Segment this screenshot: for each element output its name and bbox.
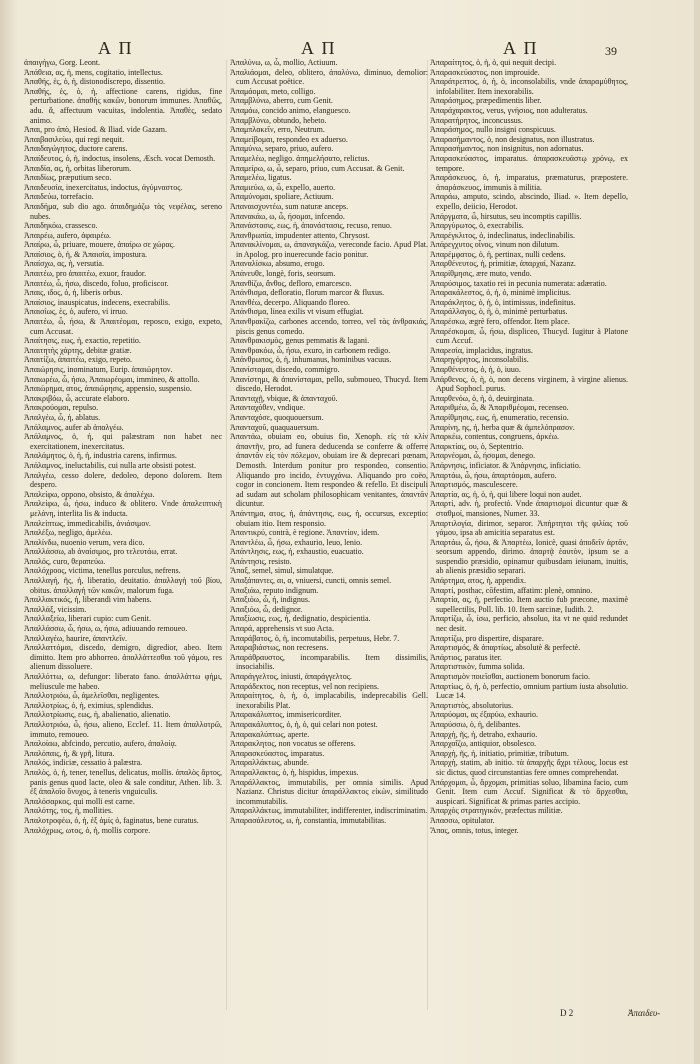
dictionary-entry: Ἀπαρχαΐζω, antiquior, obsolesco. — [430, 739, 537, 749]
dictionary-entry: Ἀπανακάω, ω, ὦ, ήσομαι, infcendo. — [230, 211, 345, 221]
dictionary-entry: Ἀπαμάομαι, meto, colligo. — [230, 86, 316, 96]
dictionary-entry: Ἀπαρκέω, contentus, congruens, ἀρκέω. — [430, 432, 560, 442]
dictionary-entry: Ἀπαρτάω, ὦ, ήσω, ἀπαρτάομαι, aufero. — [430, 470, 557, 480]
dictionary-entry: Ἁπαξάπαντες, αι, α, vniuersi, cuncti, omnis semel. — [230, 576, 392, 586]
dictionary-entry: Ἀπαρασκεύαστος, imparatus. — [230, 748, 325, 758]
dictionary-entry: Ἀπαρασάλευτος, ω, ἡ, constantia, immutabilitas. — [230, 815, 387, 825]
dictionary-entry: Ἀπάρθενος, ὁ, ἡ, ὁ, non decens virginem, à virgine alienus. Apud Sophocl. purus. — [430, 374, 628, 394]
dictionary-entry: Ἀπαλάμητος, ὁ, ἡ, ἡ, industria carens, infirmus. — [24, 451, 177, 461]
dictionary-entry: Ἅπας, omnis, totus, integer. — [430, 825, 519, 835]
dictionary-entry: Ἀπαίτησις, εως, ἡ, exactio, repetitio. — [24, 336, 141, 346]
dictionary-entry: Ἀπαρτία, ας, ἡ, ὁ, ἡ, qui libere loqui non audet. — [430, 489, 582, 499]
dictionary-entry: Ἀπαμελέω, negligo. ἀπημελήσατο, relictus. — [230, 153, 370, 163]
dictionary-entry: Ἀπαράλλαγος, ὁ, ἡ, ὁ, minimè perturbatus. — [430, 307, 568, 317]
dictionary-entry: Ἀπανταχῇ, vbique, & ἀπανταχοῦ. — [230, 393, 338, 403]
dictionary-entry: Ἀπαίσχω, ας, ἡ, versutia. — [24, 259, 104, 269]
dictionary-entry: Ἀπακριβόω, ὦ, accurate elaboro. — [24, 393, 130, 403]
dictionary-entry: Ἀπαρκτίας, ου, ὁ, Septentrio. — [430, 441, 524, 451]
dictionary-entry: Ἀπαρακλητος, non vocatus se offerens. — [230, 739, 356, 749]
dictionary-entry: Ἀπαλλόττω, ω, defungor: liberato fano. ἀπαλλάττω φήμι, meliuscule me habeo. — [24, 672, 222, 691]
dictionary-entry: Ἀπαρνέομαι, ὦ, ήσομαι, denego. — [430, 451, 536, 461]
dictionary-entry: Ἀπαράτρεπτος, ὁ, ἡ, ὁ, inconsolabilis, vnde ἀπαραμύθητος, infolabiliter. Item inexorabilis. — [430, 77, 628, 96]
dictionary-entry: Ἀπαρέγκλιτος, ὁ, indeclinatus, indeclinabilis. — [430, 230, 575, 240]
dictionary-entry: Ἀπαρχὴ, ῆς, ἡ, initiatio, primitiæ, tributum. — [430, 748, 569, 758]
dictionary-entry: Ἀπασσω, opitulator. — [430, 815, 495, 825]
header-left: Α Π — [98, 38, 134, 58]
dictionary-entry: Ἀπανθρακισμὸς, genus pemmatis & lagani. — [230, 336, 370, 346]
dictionary-entry: Ἀπάρχομαι, ὦ, ἄρχομαι, primitias soluo, libamina facio, cum Genit. Item cum Accuf. Significat & τὸ ἄρχεσθαι, auspicari. Significat & primas partes accipio. — [430, 777, 628, 806]
dictionary-entry: Ἀπαρτί, adv. ἡ, profectò. Vnde ἀπαρτισμοί dicuntur quæ & σταθμοί, mansiones, Numer. 33. — [430, 499, 628, 518]
dictionary-entry: Ἀπαρτισμὸν ποιεῖσθαι, auctionem bonorum facio. — [430, 672, 590, 681]
dictionary-entry: Ἀπαμύνω, separo, priuo, aufero. — [230, 144, 334, 154]
dictionary-entry: Ἀπαλόχρως, ωτος, ὁ, ἡ, mollis corpore. — [24, 825, 151, 835]
dictionary-entry: Ἀπαράθραυστος, incomparabilis. Item dissimilis, insociabilis. — [230, 652, 428, 672]
header-center: Α Π — [301, 38, 337, 58]
dictionary-entry: Ἀπαμελέω, ligatus. — [230, 173, 292, 183]
dictionary-entry: Ἀπαρατήρητος, inconcussus. — [430, 115, 523, 125]
dictionary-entry: Ἀπαλγέω, ὦ, ἡ, ablatus. — [24, 412, 101, 422]
dictionary-entry: Ἀπαρτιλογία, dirimor, separor. Ἀπήρτηται τῆς φιλίας τοῦ γάμου, ipsa ab amicitia separatus est. — [430, 518, 628, 538]
dictionary-entry: Ἀπαλέξω, negligo, ἀμελέω. — [24, 528, 113, 538]
dictionary-entry: Ἀπάργματα, ὦ, hirsutus, seu incomptis capillis. — [430, 211, 582, 221]
dictionary-entry: Ἀπαλύνω, ω, ὦ, mollio, Actiuum. — [230, 58, 338, 67]
dictionary-entry: Ἀπαρτί, posthac, cōfestim, affatim: plenè, omnino. — [430, 585, 593, 595]
dictionary-entry: Ἀπαρτισμός, & ἀπαρτίως, absolutè & perfectè. — [430, 643, 581, 653]
dictionary-entry: Ἀπανθέω, decerpo. Aliquando floreo. — [230, 297, 350, 307]
dictionary-entry: Ἀπακρούομαι, repulso. — [24, 403, 99, 413]
dictionary-entry: Ἀπαιδίως, præputium seco. — [24, 173, 112, 183]
dictionary-entry: Ἀπαλότης, τος, ἡ, mollities. — [24, 806, 114, 816]
dictionary-entry: Ἀπαλλάξ, vicissim. — [24, 604, 87, 614]
dictionary-entry: Ἀπαρτισμός, masculescere. — [430, 480, 518, 490]
dictionary-entry: Ἀπαθής, ἑς, ὁ, ἡ, distonodiscrepo, dissentio. — [24, 77, 166, 87]
dictionary-entry: Ἀπαμείρω, ω, ὦ, separo, priuo, cum Accusat. & Genit. — [230, 163, 405, 173]
dictionary-entry: Ἀπαρηγόρητος, inconsolabilis. — [430, 355, 529, 365]
dictionary-entry: Ἀπαξιόω, ὦ, dedignor. — [230, 604, 303, 614]
dictionary-entry: Ἀπαρακάλυπτος, ὁ, ἡ, ὁ, qui celari non potest. — [230, 719, 378, 729]
dictionary-entry: Ἀπαιδηκόω, crassesco. — [24, 221, 98, 231]
dictionary-entry: Ἀπαράκλητος, ὁ, ἡ, ὁ, intimissus, indefinitus. — [430, 297, 576, 307]
dictionary-entry: Ἀπαρίθμησις, ære muto, vendo. — [430, 269, 532, 279]
dictionary-entry: Ἀπαράδεκτος, non receptus, vel non recipiens. — [230, 681, 380, 691]
dictionary-entry: Ἀπαράσκευος, ὁ, ἡ, imparatus, præmaturus, præpostere. ἀπαράσκευος, immunis à militia. — [430, 173, 628, 192]
page-number: 39 — [605, 44, 617, 58]
dictionary-entry: Ἀπαργύρωτος, ὁ, execrabilis. — [430, 221, 524, 231]
dictionary-entry: Ἀπάλαμνος, ineluctabilis, cui nulla arte obsisti potest. — [24, 460, 197, 470]
dictionary-entry: Ἀπαιτέω, pro ἀπαιτέω, exuor, fraudor. — [24, 269, 147, 279]
dictionary-entry: Ἀπαρτίζω, ὦ, ίσω, perficio, absoluo, ita vt ne quid redundet nec desit. — [430, 614, 628, 634]
page-edge — [694, 0, 700, 1064]
dictionary-entry: Ἀπαξίωσις, εως, ἡ, dedignatio, despicientia. — [230, 614, 371, 624]
dictionary-entry: Ἀπάθεια, ας, ἡ, mens, cogitatio, intellectus. — [24, 67, 163, 77]
dictionary-entry: Ἀπαρασήμαντος, ὁ, non designatus, non illustratus. — [430, 134, 595, 144]
dictionary-entry: Ἀπαμύνομαι, spoliare, Actiuum. — [230, 192, 334, 202]
dictionary-entry: Ἀπαιδεύω, torrefacio. — [24, 192, 94, 202]
dictionary-entry: Ἀπαισίως, ἑς, ὁ, aufero, vi irruo. — [24, 307, 128, 317]
dictionary-entry: Ἀπαλόσαρκος, qui molli est carne. — [24, 796, 135, 806]
dictionary-entry: Ἀπαρέσκομαι, ὦ, ήσω, displiceo, Thucyd. Iugitur à Platone cum Accuf. — [430, 326, 628, 346]
dictionary-entry: Ἀπαρύσιμος, taxatio rei in pecunia numerata: adæratio. — [430, 278, 607, 288]
dictionary-entry: Ἀπαλίνδω, nuoenio verum, vera dico. — [24, 537, 145, 547]
dictionary-entry: Ἀπαρασκεύαστος, imparatus. ἀπαρασκευάστῳ χρόνῳ, ex tempore. — [430, 153, 628, 173]
dictionary-entry: Ἀπαρχὴ, ῆς, ἡ, detraho, exhaurio. — [430, 729, 538, 739]
dictionary-entry: Ἀπαλλακτικός, ἡ, liberandi vim habens. — [24, 595, 152, 605]
dictionary-entry: Ἀπαμείβομαι, respondeo ex aduerso. — [230, 134, 348, 144]
dictionary-entry: Ἀπαρχὴ, statim, ab initio. τὰ ἀπαρχῆς ἄχρι τέλους, locus est sic dictus, quod circunstantias fere omnes comprehendat. — [430, 758, 628, 777]
column-1 — [24, 58, 222, 1018]
dictionary-entry: Ἀπανταχοῦ, quaquauersum. — [230, 422, 320, 432]
dictionary-entry: Ἀπαλλάσσω, ὦ, ήσω, ω, ήσω, adiuuando remoueo. — [24, 624, 188, 634]
dictionary-entry: Ἀπαραβιάστως, non recresens. — [230, 643, 329, 653]
dictionary-entry: Ἀπαρθένευτος, ἡ, primitiæ, ἀπαρχαί, Nazanz. — [430, 259, 576, 269]
dictionary-entry: Ἀπάνευθε, longè, foris, seorsum. — [230, 269, 336, 279]
dictionary-entry: Ἀπαιτητὴς χάρτης, debitæ gratiæ. — [24, 345, 132, 355]
dictionary-entry: Ἀπαρασήμαντος, non insignitus, non adornatus. — [430, 144, 584, 154]
dictionary-entry: Ἀπαλός, curo, θεραπεύω. — [24, 556, 106, 566]
dictionary-entry: Ἀπανθρωπία, impudenter attento, Chrysost. — [230, 230, 370, 240]
dictionary-entry: Ἀπάρεγχυτος οἶνος, vinum non dilutum. — [430, 240, 560, 250]
dictionary-entry: Ἀπαιτέω, ὦ, ήσω, & Ἀπαιτέομαι, reposco, exigo, expeto, cum Accusat. — [24, 317, 222, 336]
dictionary-entry: Ἀπαραίτητος, ὁ, ἡ, ὁ, qui nequit decipi. — [430, 58, 557, 67]
dictionary-entry: Ἀπαλλοτριόω, ὦ, ήσω, alieno, Ecclef. 11. Item ἀπαλλοτρῶ, immuto, remoueo. — [24, 719, 222, 739]
dictionary-entry: Ἀπάλαμνος, aufer ab ἀπαλγέω. — [24, 422, 124, 432]
dictionary-entry: Ἀπανθρακόω, ὦ, ήσω, exuro, in carbonem redigo. — [230, 345, 391, 355]
dictionary-entry: Ἀπαλείπτως, immedicabilis, ἀνιάσιμον. — [24, 518, 151, 528]
dictionary-entry: ἀπαιγήγω, Gorg. Leont. — [24, 58, 101, 67]
dictionary-entry: Ἀπαρτίως, ὁ, ἡ, ὁ, perfectio, omnium partium iusta absolutio. Lucæ 14. — [430, 681, 628, 701]
dictionary-entry: Ἀπαιδία, ας, ἡ, orbitas liberorum. — [24, 163, 132, 173]
dictionary-entry: Ἀπανθίζω, ἄνθος, deflorо, emarcesco. — [230, 278, 352, 288]
dictionary-entry: Ἀπαραλλάκτως, abunde. — [230, 758, 309, 768]
dictionary-entry: Ἀπαράβατος, ὁ, ἡ, incomutabilis, perpetuus, Hebr. 7. — [230, 633, 400, 643]
dictionary-entry: Ἀπαντάω, obuiam eo, obuius fio, Xenoph. εἰς τὰ κλίν ἀπαντῆν, pro, ad funera deducenda se conferre & offerre ἀπαντᾶν εἰς τὸν πόλεμον, obuiam ire & deprecari pœnam, Demosth. Interdum ponitur pro respondeo, consentio. Aliquando pro incido, ἐντυγχάνω. Aliquando pro coëo, cogor in concionem. Item respondeo & refello. Et discipuli ad sudam aut scholam philosophicam venitantes, ἀπαντᾶν dicuntur. — [230, 432, 428, 509]
dictionary-entry: Ἀπαίσιος, inauspicatus, indecens, execrabilis. — [24, 297, 170, 307]
dictionary-entry: Ἀπαρύομαι, ας ἐξαρύω, exhaurio. — [430, 710, 538, 720]
dictionary-entry: Ἀπαρά, apprehensis vt suo Acta. — [230, 624, 334, 634]
dictionary-entry: Ἀπαμβλύνω, obtundo, hebeto. — [230, 115, 327, 125]
dictionary-entry: Ἀπανθρακίζω, carbones accendo, torreo, vel τὰς ἀνθρακιάς, piscis genus comedo. — [230, 317, 428, 336]
dictionary-entry: Ἀπαιβασιλεὺω, qui regi nequit. — [24, 134, 125, 144]
dictionary-entry: Ἀπαρέμφατος, ὁ, ἡ, pertinax, nulli cedens. — [430, 249, 566, 259]
dictionary-entry: Ἀπαρίθμησις, εως, ἡ, enumeratio, recensio. — [430, 412, 569, 422]
dictionary-entry: Ἀπαραλλάκτως, immutabiliter, indifferenter, indiscriminatim. — [230, 806, 428, 816]
dictionary-entry: Ἀπαλόχροος, victima, tenellus porculus, nefrens. — [24, 566, 181, 576]
column-2 — [230, 58, 428, 1018]
dictionary-entry: Ἀπαράχαρακτος, verus, γνήσιος, non adulteratus. — [430, 105, 588, 115]
dictionary-entry: Ἀπαμπλακεῖν, erro, Neutrum. — [230, 125, 325, 135]
dictionary-entry: Ἀπαίρω, ὦ, priuare, mouere, ἀπαίρω σε χώρας. — [24, 240, 175, 250]
dictionary-entry: Ἀπαλλοτριόω, ὦ, ἀμελεῖσθαι, negligentes. — [24, 691, 160, 701]
dictionary-entry: Ἀπαλοίαω, abfcindo, percutio, aufero, ἀπαλοίᾳ. — [24, 739, 177, 749]
dictionary-entry: Ἀπαιδήμα, sub dio ago. ἀπαιδημάζω τὰς νεφέλας, sereno nubes. — [24, 201, 222, 221]
dictionary-entry: Ἀπαντικρύ, contrà, è regione. Ἀπαντίον, idem. — [230, 528, 380, 538]
dictionary-entry: Ἀπαράω, amputo, scindo, abscindo, Iliad. ». Item depello, expello, deiicio, Herodot. — [430, 192, 628, 211]
dictionary-entry: Ἀπαναλίσκω, absumo, erogo. — [230, 259, 325, 269]
dictionary-entry: Ἀπαρτιστὸς, absolutorius. — [430, 700, 514, 710]
dictionary-entry: Ἀπαμβλύνω, aberro, cum Genit. — [230, 96, 333, 106]
dictionary-entry: Ἀπαλλαττόμαι, discedo, demigro, digredior, abeo. Item dimitto. Item pro abhorreo. ἀπαλλάττεσθαι τοῦ γάμου, res alienum dissoluere. — [24, 643, 222, 672]
dictionary-entry: Ἀπαμάω, concido animo, elanguesco. — [230, 105, 351, 115]
dictionary-entry: Ἀπαλγέω, cesso dolere, dedoleo, depono dolorem. Item despero. — [24, 470, 222, 490]
column-3 — [430, 58, 628, 1018]
dictionary-entry: Ἀπάρτημα, ατος, ἡ, appendix. — [430, 576, 526, 586]
dictionary-entry: Ἀπαλλοτρίωσις, εως, ἡ, abalienatio, alienatio. — [24, 710, 171, 720]
dictionary-entry: Ἀπάντησις, resisto. — [230, 556, 292, 566]
dictionary-entry: Ἀπαλλαγή, ῆς, ἡ, liberatio, deuitatio. ἀπαλλαγὴ τοῦ βίου, obitus. ἀπαλλαγὴ τῶν κακῶν, malorum fuga. — [24, 576, 222, 595]
dictionary-entry: Ἀπαλόπαις, ἡ, & γρῆ, litura. — [24, 748, 115, 758]
dictionary-entry: Ἀπαλιάομαι, deleo, oblitero, ἀπαλύνω, diminuo, demolior: cum Accusat poëtice. — [230, 67, 428, 87]
dictionary-entry: Ἅπαξ, semel, simul, simulatque. — [230, 566, 334, 576]
dictionary-entry: Ἀπάνθρωπος, ὁ, ἡ, inhumanus, hominibus vacuus. — [230, 355, 392, 365]
dictionary-entry: Ἀπαίσιος, ὁ, ἡ, & Ἀπαισία, impostura. — [24, 249, 148, 259]
dictionary-entry: Ἀπαναισχυντέω, sum naturæ anceps. — [230, 201, 349, 211]
dictionary-entry: Ἀπαιρέω, aufero, ἀφαιρέω. — [24, 230, 111, 240]
dictionary-entry: Ἀπαρθένευτος, ὁ, ἡ, ὁ, iuuo. — [430, 365, 521, 374]
dictionary-entry: Ἀπαιδευσία, inexercitatus, indoctus, ἀγύμναστος. — [24, 182, 183, 192]
signature-mark: D 2 — [560, 1008, 574, 1018]
dictionary-entry: Ἀπαιτίζω, ἀπαιτέω, exigo, repeto. — [24, 355, 132, 365]
dictionary-entry: Ἀπαρακάλυπτος, immisericorditer. — [230, 710, 342, 720]
dictionary-entry: Ἀπάντλησις, εως, ἡ, exhaustio, euacuatio. — [230, 547, 364, 557]
dictionary-entry: Ἀπαρέσκω, ægrè fero, offendor. Item place. — [430, 317, 570, 327]
dictionary-entry: Ἀπανταχόθεν, vndique. — [230, 403, 305, 413]
dictionary-entry: Ἀπαραλλακτος, ὁ, ἡ, hispidus, impexus. — [230, 767, 359, 777]
dictionary-entry: Ἀπαρίνη, ης, ἡ, herba quæ & ἀμπελόπρασον. — [430, 422, 575, 432]
dictionary-entry: Ἀπαξιάω, reputo indignum. — [230, 585, 319, 595]
header-right: Α Π — [503, 38, 539, 58]
dictionary-entry: Ἀπανάστασις, εως, ἡ, ἀπανάστασις, recuso, renuo. — [230, 221, 392, 231]
dictionary-entry: Ἀπαρτιστικὸν, fumma solida. — [430, 662, 525, 672]
dictionary-entry: Ἀπανταχόσε, quoquouersum. — [230, 412, 324, 422]
dictionary-entry: Ἀπαιώρησις, inominatum, Eurip. ἀπαιώρητον. — [24, 365, 173, 374]
dictionary-entry: Ἀπαλλοτρίως, ὁ, ἡ, eximius, splendidus. — [24, 700, 154, 710]
dictionary-entry: Ἀπαιδαγώγητος, ductore carens. — [24, 144, 128, 154]
dictionary-entry: Ἀπαραίτητος, ὁ, ἡ, ὁ, implacabilis, indeprecabilis Gell. inexorabilis Plat. — [230, 691, 428, 710]
dictionary-entry: Ἀπαιώρημα, ατος, ἀπαιώρησις, appensio, suspensio. — [24, 384, 192, 394]
dictionary-entry: Ἀπαλείφω, oppono, obsisto, & ἀπαλέχω. — [24, 489, 155, 499]
dictionary-entry: Ἀπαλείφω, ὦ, ήσω, induco & oblitero. Vnde ἀπαλειπτικὴ μελάνη, interlita lis & inducta. — [24, 499, 222, 518]
dictionary-entry: Ἀπαρχὸς στρατηγικόν, præfectus militiæ. — [430, 806, 563, 816]
dictionary-entry: Ἀπαράσημος, præpedimentis liber. — [430, 96, 542, 106]
dictionary-entry: Ἀπαλλαξείω, liberari cupio: cum Genit. — [24, 614, 151, 624]
dictionary-entry: Ἀπαι, pro ἀπὸ, Hesiod. & Iliad. vide Gazam. — [24, 125, 168, 135]
dictionary-entry: Ἀπαρθενόω, ὁ, ἡ, ὁ, deuirginata. — [430, 393, 535, 403]
dictionary-entry: Ἀπάνθισμα, linea exilis vt visum effugiat. — [230, 307, 364, 317]
catchword: Ἀπαιδευ- — [628, 1008, 661, 1018]
dictionary-entry: Ἀπάρνησις, inficiator. & Ἀπάρνησις, inficiatio. — [430, 460, 581, 470]
dictionary-entry: Ἀπαρασκεύαστος, non improuide. — [430, 67, 540, 77]
dictionary-entry: Ἀπανίσταμαι, discedo, commigro. — [230, 365, 340, 374]
dictionary-entry: Ἀπανακλίνομαι, ω, ἀπαναγκάζω, vereconde facio. Apud Plat. in Apolog. pro inuerecunde facio ponitur. — [230, 240, 428, 259]
dictionary-entry: Ἀπάντημα, ατος, ἡ, ἀπάντησις, εως, ἡ, occursus, exceptio: obuiam itio. Item responsio. — [230, 508, 428, 528]
dictionary-entry: Ἀπάνθισμα, defloratio, florum marcor & fluxus. — [230, 288, 385, 298]
running-header — [0, 38, 700, 58]
dictionary-entry: Ἀπαράγγελτος, iniusti, ἀπαράγγελτος. — [230, 672, 352, 681]
dictionary-entry: Ἀπαίδευτος, ὁ, ἡ, indoctus, insolens, Æsch. vocat Demosth. — [24, 153, 216, 163]
dictionary-entry: Ἀπαλὸς, ὁ, ἡ, tener, tenellus, delicatus, mollis. ἀπαλὸς ἄρτος, panis genus quod lacte, oleo & sale conditur, Athen. lib. 3. ἐξ ἀπαλοῖο ὄνυχος, à teneris vnguiculis. — [24, 767, 222, 797]
dictionary-entry: Ἀπαρεσία, implacidus, ingratus. — [430, 345, 533, 355]
dictionary-entry: Ἀπαιωρέω, ὦ, ήσω, Ἀπαιωρέομαι, immineo, & attollo. — [24, 374, 200, 384]
dictionary-entry: Ἀπαρτίζω, pro dispertire, disparare. — [430, 633, 544, 643]
dictionary-entry: Ἀπαις, ιδος, ὁ, ἡ, liberis orbus. — [24, 288, 123, 298]
dictionary-entry: Ἀπαρύσσω, ὁ, ἡ, delibantes. — [430, 719, 521, 729]
dictionary-entry: Ἀπάρτιος, paratus iter. — [430, 652, 502, 662]
dictionary-entry: Ἀπαξιόω, ὦ, ἡ, indignus. — [230, 595, 310, 605]
dictionary-entry: Ἀπαρτία, ας, ἡ, perfectio. Item auctio fub præcone, maximè supellectilis, Poll. lib. 10. Item sarcinæ, Iudith. 2. — [430, 595, 628, 614]
dictionary-entry: Ἀπαράσημος, nullo insigni conspicuus. — [430, 125, 556, 135]
dictionary-entry: Ἀπανίστημι, & ἀπανίσταμαι, pello, submoueo, Thucyd. Item discedo, Herodot. — [230, 374, 428, 394]
dictionary-entry: Ἀπαλλαγέω, haurire, ἀπαντλεῖν. — [24, 633, 128, 643]
dictionary-entry: Ἀπάλαμνος, ὁ, ἡ, qui palæstram non habet nec exercitationem, inexercitatus. — [24, 432, 222, 451]
dictionary-entry: Ἀπαριθμέω, ὦ, & Ἀπαριθμέομαι, recenseo. — [430, 403, 569, 413]
dictionary-entry: Ἀπαλοτροφέω, ὁ, ἡ, ἐξ ἀμίς ὁ, faginatus, bene curatus. — [24, 815, 199, 825]
dictionary-entry: Ἀπαθής, ἑς, ὁ, ἡ, affectione carens, rigidus, fine perturbatione. ἀπαθὴς κακῶν, bonorum immunes. Ἀπαθῶς, adu. ἃ, affectuum vacuitas, indolentia. Ἀπαθὲς, sedato animo. — [24, 86, 222, 125]
dictionary-entry: Ἀπαρακαλύπτως, aperte. — [230, 729, 310, 739]
dictionary-entry: Ἀπαρακάλεστος, ὁ, ἡ, ὁ, minimè implicitus. — [430, 288, 571, 298]
dictionary-entry: Ἀπαράλλακτος, immutabilis, per omnia similis. Apud Nazianz. Christus dicitur ἀπαράλλακτος εἰκὼν, similitudo incommutabilis. — [230, 777, 428, 806]
dictionary-entry: Ἀπαρτάω, ὦ, ήσω, & Ἀπαρτέω, Ionicè, quasi ἀποδεῖν ἀρτᾶν, seorsum appendo, dirimo. ἀπαρτᾷ ἑαυτὸν, ipsum se a suspendio præsidio, opinamur quibusdam ieiunam, inuitis, ab alienis præsidio separari. — [430, 537, 628, 576]
dictionary-entry: Ἀπαλός, indiciæ, cessatio à palæstra. — [24, 758, 143, 768]
dictionary-entry: Ἀπαιτέω, ὦ, ήσω, discedo, foluo, proficiscor. — [24, 278, 169, 288]
column-divider — [226, 60, 227, 1010]
dictionary-entry: Ἀπαμιεύω, ω, ὦ, expello, auerto. — [230, 182, 336, 192]
dictionary-entry: Ἀπαντλέω, ὦ, ήσω, exhaurio, leuo, lenio. — [230, 537, 363, 547]
dictionary-entry: Ἀπαλλάσσω, ab ἀναίσιμος, pro τελευτάω, errat. — [24, 547, 178, 557]
